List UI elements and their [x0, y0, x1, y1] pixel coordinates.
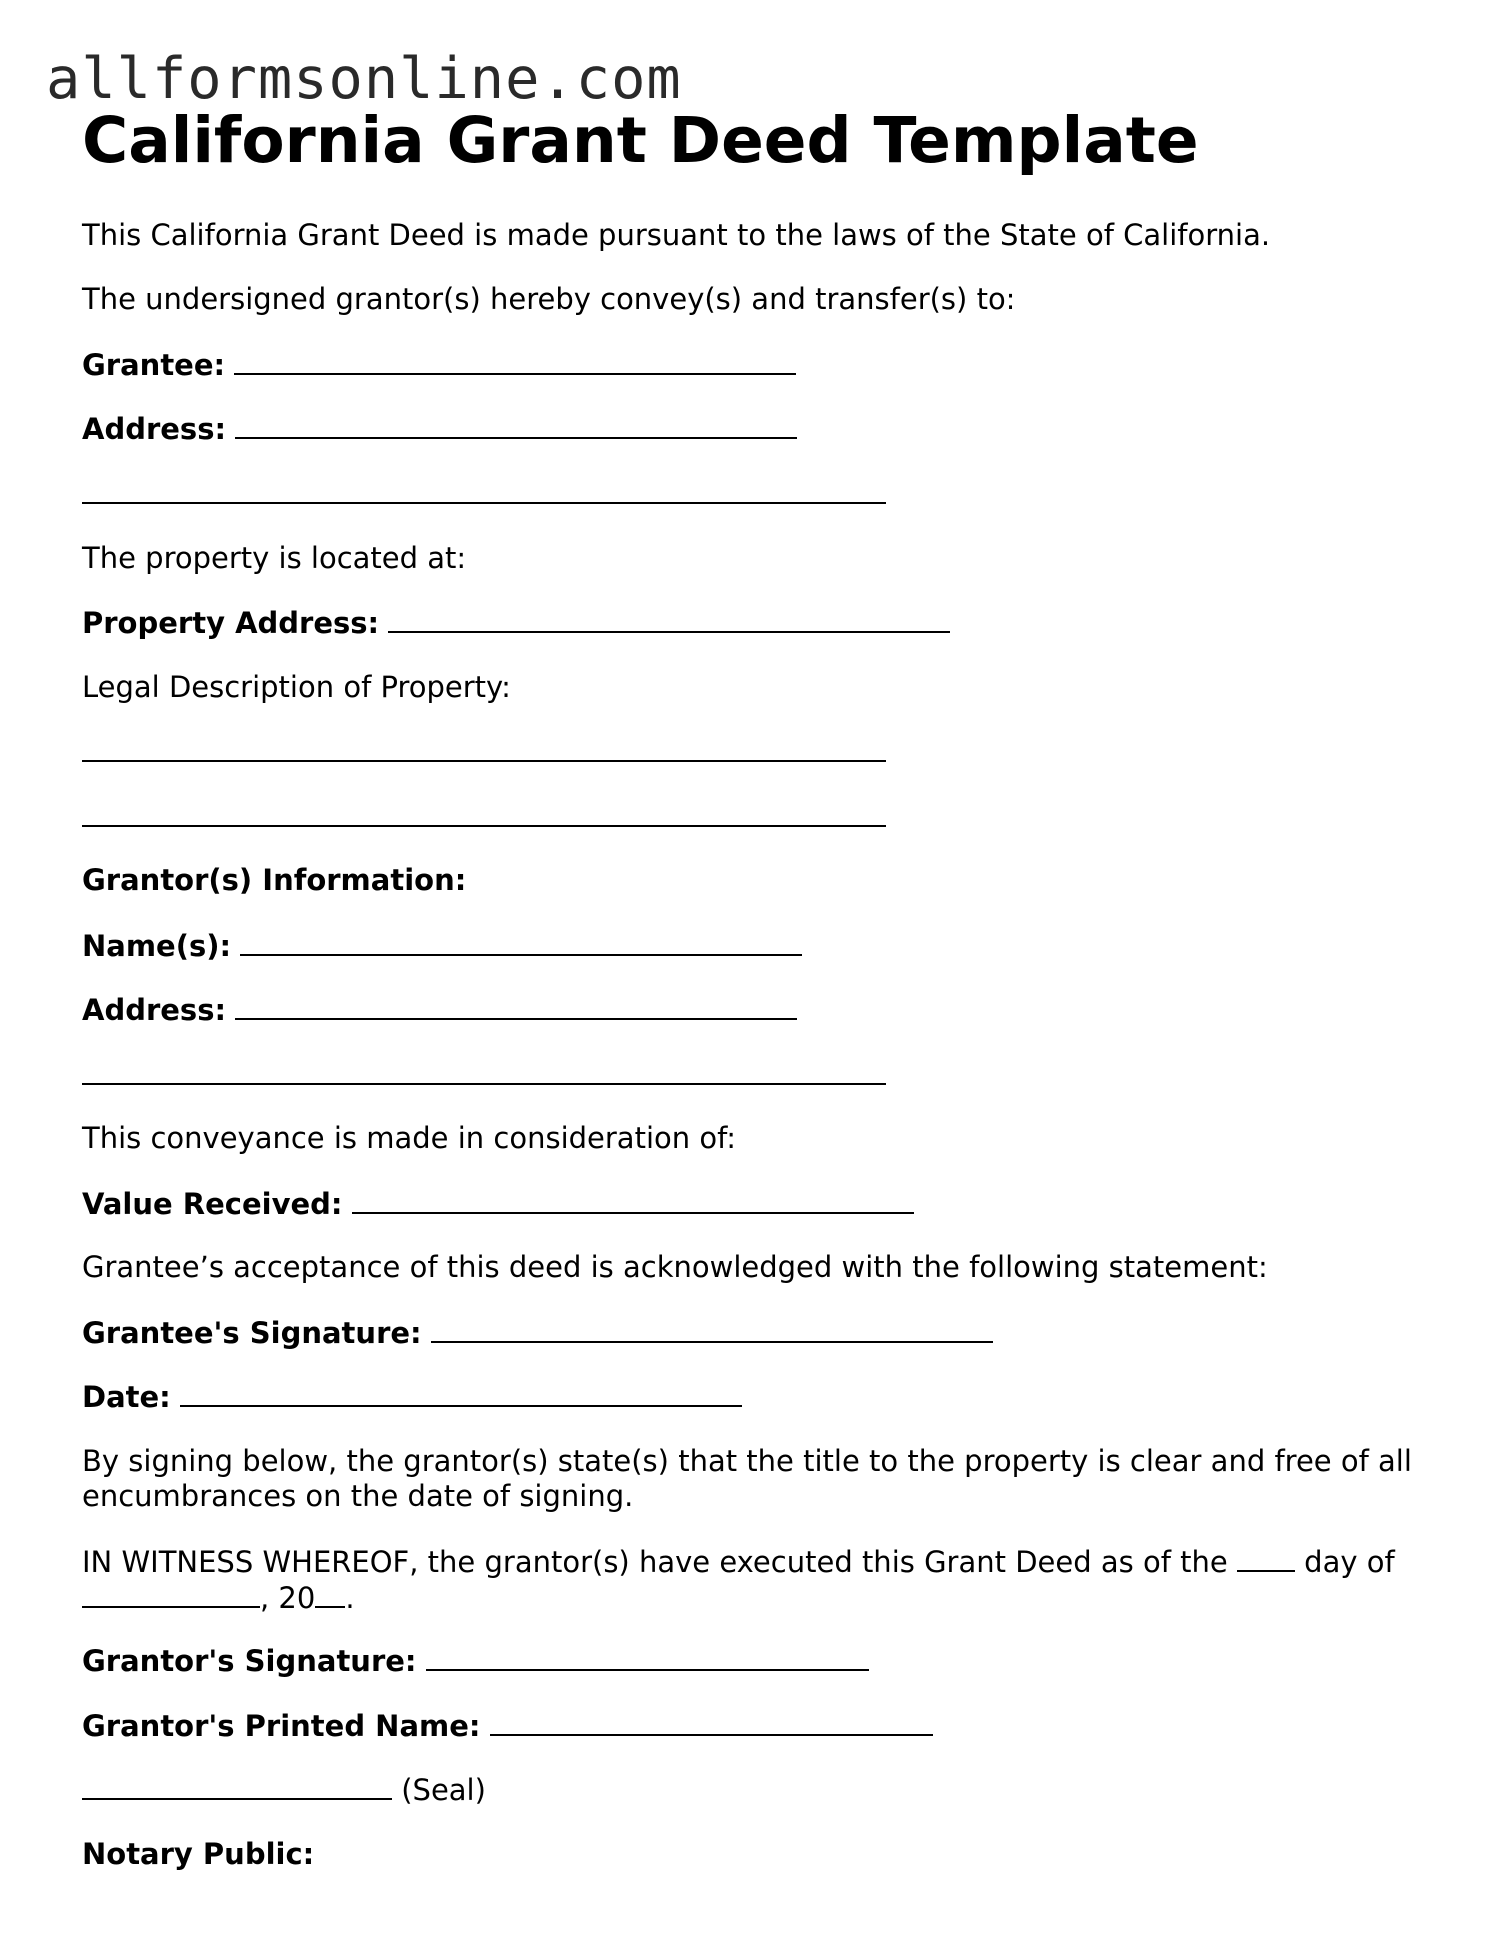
grantee-address-blank[interactable]	[235, 411, 797, 439]
grantor-printed-name-blank[interactable]	[490, 1708, 933, 1736]
value-received-label: Value Received:	[82, 1187, 343, 1221]
legal-description-line-1	[82, 734, 886, 770]
grantor-signature-label: Grantor's Signature:	[82, 1644, 417, 1678]
grantor-names-label: Name(s):	[82, 929, 232, 963]
witness-text: IN WITNESS WHEREOF, the grantor(s) have executed this Grant Deed as of the	[82, 1545, 1228, 1579]
grantor-signature-blank[interactable]	[426, 1643, 869, 1671]
grantee-name-blank[interactable]	[234, 347, 796, 375]
grantor-printed-name-label: Grantor's Printed Name:	[82, 1709, 481, 1743]
witness-year-blank[interactable]	[315, 1580, 345, 1608]
legal-description-label: Legal Description of Property:	[82, 670, 511, 704]
seal-blank[interactable]	[82, 1772, 392, 1800]
witness-year-prefix: , 20	[260, 1581, 316, 1615]
page-title: California Grant Deed Template	[82, 104, 1199, 177]
convey-statement: The undersigned grantor(s) hereby convey(s) and transfer(s) to:	[82, 282, 1016, 316]
grantor-printed-name-row	[82, 1708, 933, 1744]
witness-day-blank[interactable]	[1237, 1544, 1295, 1572]
grantee-signature-row	[82, 1315, 993, 1351]
value-received-blank[interactable]	[352, 1186, 914, 1214]
property-address-blank[interactable]	[388, 605, 950, 633]
grantee-address-row	[82, 411, 797, 447]
date-label: Date:	[82, 1380, 171, 1414]
grantor-address-row	[82, 992, 797, 1028]
grantor-names-blank[interactable]	[240, 928, 802, 956]
grantor-section-heading: Grantor(s) Information:	[82, 863, 467, 897]
title-statement: By signing below, the grantor(s) state(s) that the title to the property is clear and free of all encumbrances on the date of signing.	[82, 1444, 1412, 1513]
intro-paragraph: This California Grant Deed is made pursuant to the laws of the State of California.	[82, 218, 1271, 252]
property-address-label: Property Address:	[82, 606, 380, 640]
grantor-names-row	[82, 928, 802, 964]
grantor-address-blank-2[interactable]	[82, 1057, 886, 1085]
grantee-signature-label: Grantee's Signature:	[82, 1316, 422, 1350]
seal-row	[82, 1772, 486, 1808]
grantee-name-label: Grantee:	[82, 348, 226, 382]
seal-label: (Seal)	[401, 1773, 486, 1807]
grantee-name-row	[82, 347, 796, 383]
grantee-address-label: Address:	[82, 412, 227, 446]
notary-public-label: Notary Public:	[82, 1837, 315, 1871]
date-row	[82, 1379, 742, 1415]
witness-period: .	[345, 1581, 355, 1615]
legal-description-blank-2[interactable]	[82, 799, 886, 827]
grantor-address-blank[interactable]	[235, 992, 797, 1020]
property-address-row	[82, 605, 950, 641]
grantee-address-blank-2[interactable]	[82, 476, 886, 504]
acceptance-text: Grantee’s acceptance of this deed is acknowledged with the following statement:	[82, 1250, 1268, 1284]
date-blank[interactable]	[180, 1379, 742, 1407]
witness-month-blank[interactable]	[82, 1580, 260, 1608]
legal-description-blank-1[interactable]	[82, 734, 886, 762]
consideration-text: This conveyance is made in consideration of:	[82, 1121, 737, 1155]
grantor-signature-row	[82, 1643, 869, 1679]
grantee-signature-blank[interactable]	[431, 1315, 993, 1343]
grantee-address-line-2	[82, 476, 886, 512]
witness-day-of: day of	[1304, 1545, 1395, 1579]
property-located-text: The property is located at:	[82, 541, 467, 575]
grantor-address-label: Address:	[82, 993, 227, 1027]
watermark-text: allformsonline.com	[46, 46, 682, 112]
legal-description-line-2	[82, 799, 886, 835]
value-received-row	[82, 1186, 914, 1222]
witness-statement	[82, 1544, 1442, 1616]
grantor-address-line-2	[82, 1057, 886, 1093]
